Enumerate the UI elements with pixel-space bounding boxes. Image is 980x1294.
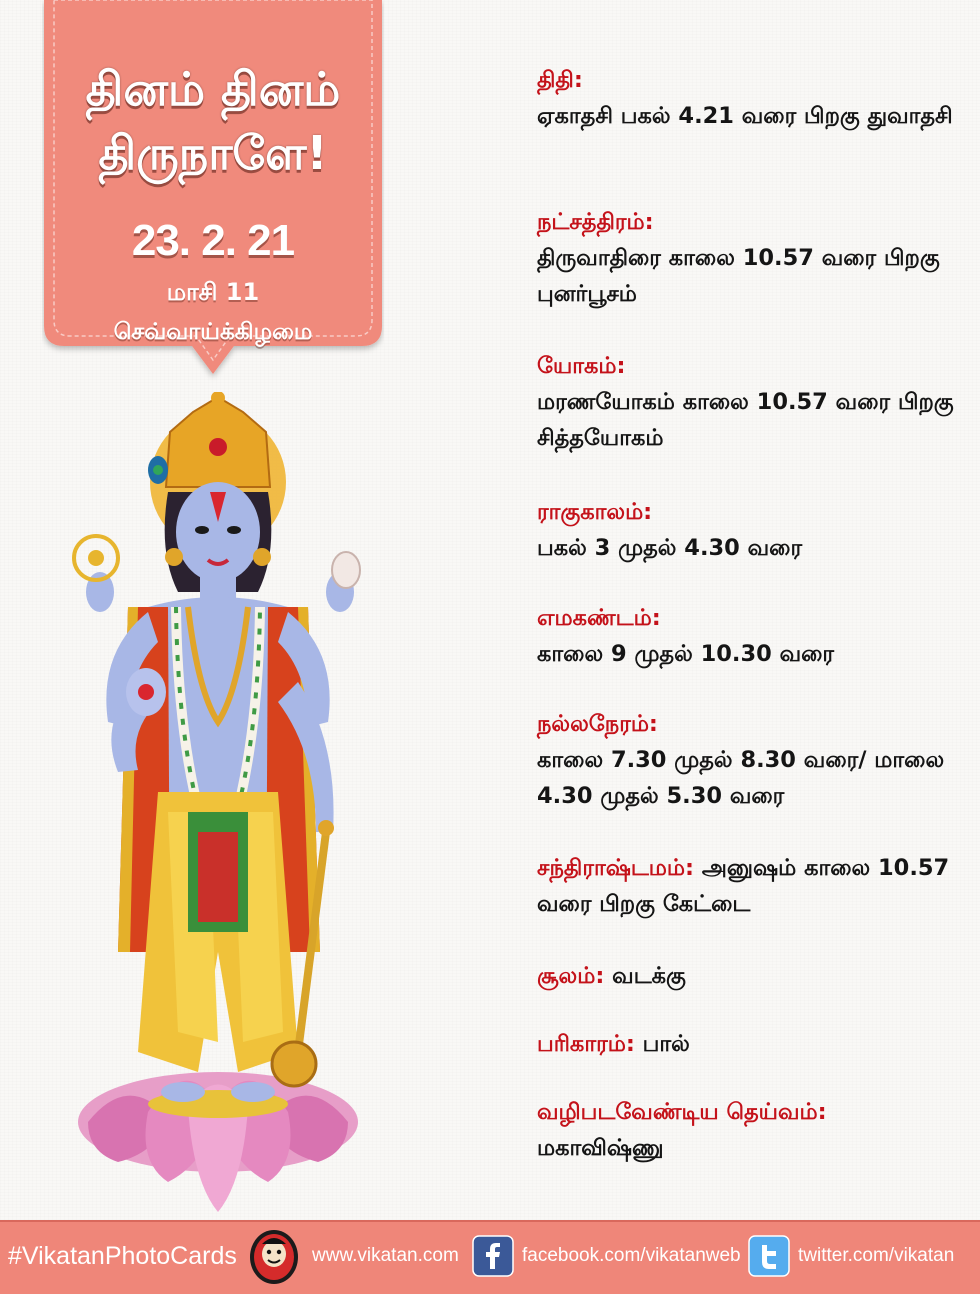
footer-bar — [0, 1220, 980, 1294]
banner-tamil-month-day: மாசி 11 — [166, 278, 260, 306]
banner-title-line2: திருநாளே! — [98, 126, 328, 180]
entry-value: காலை 9 முதல் 10.30 வரை — [537, 641, 835, 667]
vikatan-logo-icon[interactable] — [248, 1228, 300, 1286]
twitter-icon[interactable] — [748, 1235, 790, 1277]
entry-thithi — [537, 62, 957, 134]
twitter-link[interactable]: twitter.com/vikatan — [798, 1245, 955, 1266]
entry-value: காலை 7.30 முதல் 8.30 வரை/ மாலை 4.30 முதல் 5.30 வரை — [537, 747, 945, 809]
entry-label: திதி: — [537, 67, 583, 93]
banner-date: 23. 2. 21 — [131, 216, 295, 265]
banner-title-line1: தினம் தினம் — [85, 62, 341, 116]
facebook-icon[interactable] — [472, 1235, 514, 1277]
entry-value: மரணயோகம் காலை 10.57 வரை பிறகு சித்தயோகம் — [537, 389, 954, 451]
entry-label: வழிபடவேண்டிய தெய்வம்: — [537, 1099, 827, 1125]
entry-deity — [537, 1094, 957, 1166]
entry-rahukalam — [537, 494, 957, 566]
entry-label: சந்திராஷ்டமம்: — [537, 855, 702, 881]
entry-label: பரிகாரம்: — [537, 1031, 643, 1057]
title-banner — [42, 0, 384, 388]
lotus-icon — [78, 1072, 358, 1212]
entry-nakshatram — [537, 204, 957, 312]
entry-parikaram — [537, 1026, 957, 1062]
entry-label: நட்சத்திரம்: — [537, 209, 654, 235]
entry-value: மகாவிஷ்ணு — [537, 1135, 664, 1161]
entry-value: வடக்கு — [612, 963, 686, 989]
entry-label: சூலம்: — [537, 963, 613, 989]
entry-chandrashtamam — [537, 850, 957, 922]
entry-label: நல்லநேரம்: — [537, 711, 658, 737]
entry-value: திருவாதிரை காலை 10.57 வரை பிறகு புனர்பூசம் — [537, 245, 940, 307]
entry-label: யோகம்: — [537, 353, 626, 379]
hashtag-link[interactable]: #VikatanPhotoCards — [8, 1242, 237, 1270]
entry-value: பால் — [642, 1031, 690, 1057]
entry-label: ராகுகாலம்: — [537, 499, 653, 525]
entry-value: அனுஷம் காலை 10.57 வரை பிறகு கேட்டை — [537, 855, 950, 917]
website-link[interactable]: www.vikatan.com — [312, 1245, 459, 1266]
entry-nallaneram — [537, 706, 957, 814]
entry-emagandam — [537, 600, 957, 672]
entry-soolam — [537, 958, 957, 994]
entry-value: பகல் 3 முதல் 4.30 வரை — [537, 535, 803, 561]
facebook-link[interactable]: facebook.com/vikatanweb — [522, 1245, 741, 1266]
entry-yogam — [537, 348, 957, 456]
entry-value: ஏகாதசி பகல் 4.21 வரை பிறகு துவாதசி — [537, 103, 953, 129]
banner-weekday: செவ்வாய்க்கிழமை — [113, 319, 313, 345]
vishnu-illustration — [58, 392, 378, 1220]
entry-label: எமகண்டம்: — [537, 605, 661, 631]
